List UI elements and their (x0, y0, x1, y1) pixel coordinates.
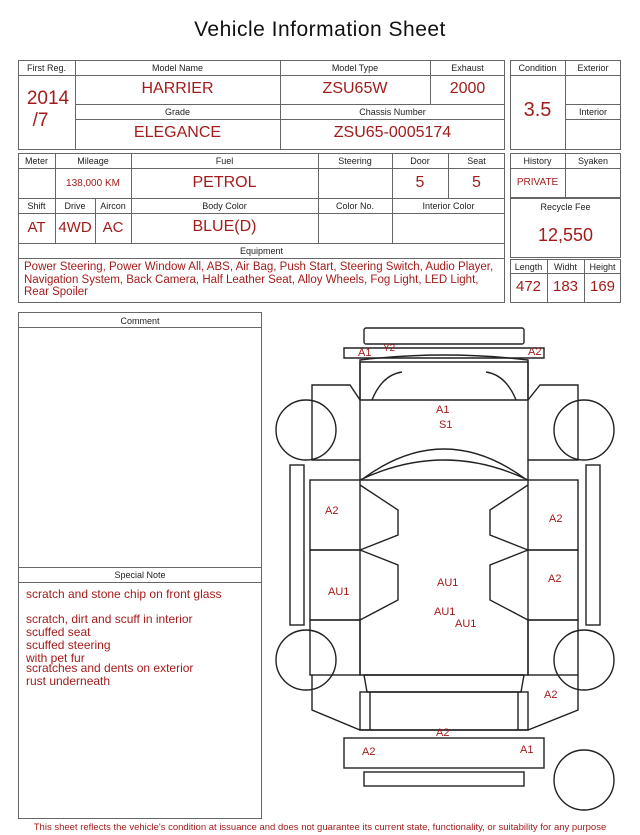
model-type-value: ZSU65W (322, 80, 388, 97)
color-no-label: Color No. (335, 201, 374, 211)
height-label: Height (589, 262, 616, 272)
divider (18, 567, 262, 568)
special-note-item: scratch and stone chip on front glass (26, 587, 222, 601)
body-color-value: BLUE(D) (192, 218, 257, 235)
divider (18, 582, 262, 583)
history-value: PRIVATE (516, 177, 559, 188)
condition-label: Condition (518, 63, 557, 73)
height-value: 169 (589, 278, 616, 295)
special-note-item: scuffed steering (26, 638, 111, 652)
special-note-item: rust underneath (26, 674, 111, 688)
meter-label: Meter (24, 156, 48, 166)
damage-mark: AU1 (328, 586, 350, 598)
damage-mark: AU1 (437, 577, 459, 589)
width-label: Widht (553, 262, 577, 272)
damage-mark: Y2 (383, 343, 396, 354)
damage-mark: A2 (362, 746, 376, 758)
divider (18, 75, 505, 76)
first-reg-month: /7 (32, 110, 49, 131)
divider (510, 75, 621, 76)
windshield (360, 449, 528, 480)
divider (75, 104, 505, 105)
seat-value: 5 (472, 174, 481, 191)
shift-label: Shift (27, 201, 46, 211)
divider (565, 104, 621, 105)
divider (75, 119, 505, 120)
grade-value: ELEGANCE (133, 124, 222, 141)
door-value: 5 (415, 174, 425, 191)
recycle-fee-label: Recycle Fee (540, 202, 591, 212)
condition-value: 3.5 (523, 99, 552, 121)
divider (18, 327, 262, 328)
exhaust-value: 2000 (449, 80, 486, 97)
damage-mark: A2 (436, 727, 450, 739)
length-value: 472 (515, 278, 542, 295)
special-note-item: scuffed seat (26, 625, 91, 639)
model-type-label: Model Type (331, 63, 379, 73)
comment-label: Comment (120, 316, 160, 326)
damage-mark: A2 (325, 505, 339, 517)
spare-wheel (554, 750, 614, 810)
damage-mark: A2 (528, 346, 542, 358)
divider (565, 119, 621, 120)
roof (360, 620, 528, 692)
damage-mark: A1 (520, 744, 534, 756)
vehicle-damage-diagram (262, 320, 632, 820)
divider (18, 258, 505, 259)
divider (18, 168, 505, 169)
wheels (276, 400, 614, 810)
chassis-number-value: ZSU65-0005174 (333, 124, 452, 141)
exterior-label: Exterior (577, 63, 609, 73)
damage-mark: A2 (548, 573, 562, 585)
interior-color-label: Interior Color (422, 201, 475, 211)
model-name-label: Model Name (151, 63, 204, 73)
first-reg-label: First Reg. (26, 63, 66, 73)
mileage-label: Mileage (77, 156, 109, 166)
damage-mark: A1 (358, 347, 372, 359)
model-name-value: HARRIER (141, 80, 214, 97)
damage-mark: A2 (544, 689, 558, 701)
comment-frame (18, 312, 262, 819)
exhaust-label: Exhaust (451, 63, 484, 73)
recycle-fee-value: 12,550 (537, 225, 594, 245)
syaken-label: Syaken (577, 156, 609, 166)
equipment-value: Power Steering, Power Window All, ABS, Air Bag, Push Start, Steering Switch, Audio Player, Navigation System, Back Camera, Half Leather Seat, Alloy Wheels, Fog Light, LED Light, Rear Spoiler (24, 261, 494, 298)
chassis-number-label: Chassis Number (359, 107, 426, 117)
front-left-wheel (276, 400, 336, 460)
damage-mark: AU1 (434, 606, 456, 618)
first-reg-year: 2014 (26, 88, 70, 109)
width-value: 183 (552, 278, 579, 295)
grade-label: Grade (164, 107, 190, 117)
shift-value: AT (27, 219, 46, 236)
special-note-item: with pet fur (26, 651, 85, 665)
steering-label: Steering (338, 156, 372, 166)
damage-mark: A1 (436, 404, 450, 416)
divider (510, 273, 621, 274)
damage-mark: A2 (549, 513, 563, 525)
length-label: Length (514, 262, 543, 272)
door-label: Door (410, 156, 430, 166)
front-bumper (344, 328, 544, 358)
special-note-item: scratch, dirt and scuff in interior (26, 612, 193, 626)
rear-left-wheel (276, 630, 336, 690)
divider (18, 198, 505, 199)
fuel-value: PETROL (192, 174, 257, 191)
aircon-value: AC (102, 219, 124, 236)
damage-mark: AU1 (455, 618, 477, 630)
special-note-item: scratches and dents on exterior (26, 661, 194, 675)
rear-right-wheel (554, 630, 614, 690)
drive-value: 4WD (58, 219, 92, 236)
fuel-label: Fuel (215, 156, 234, 166)
mileage-value: 138,000 KM (66, 178, 120, 189)
body-color-label: Body Color (202, 201, 247, 211)
sheet-title: Vehicle Information Sheet (194, 18, 446, 41)
seat-label: Seat (467, 156, 486, 166)
equipment-label: Equipment (239, 246, 284, 256)
front-right-wheel (554, 400, 614, 460)
disclaimer-footer: This sheet reflects the vehicle's condition at issuance and does not guarantee its current state, functionality, or suitability for any purpose (33, 822, 607, 833)
special-note-label: Special Note (114, 570, 166, 580)
drive-label: Drive (64, 201, 86, 211)
history-label: History (523, 156, 552, 166)
interior-label: Interior (578, 107, 607, 117)
divider (510, 168, 621, 169)
aircon-label: Aircon (100, 201, 126, 211)
divider (18, 213, 505, 214)
damage-mark: S1 (439, 419, 453, 431)
divider (18, 243, 505, 244)
